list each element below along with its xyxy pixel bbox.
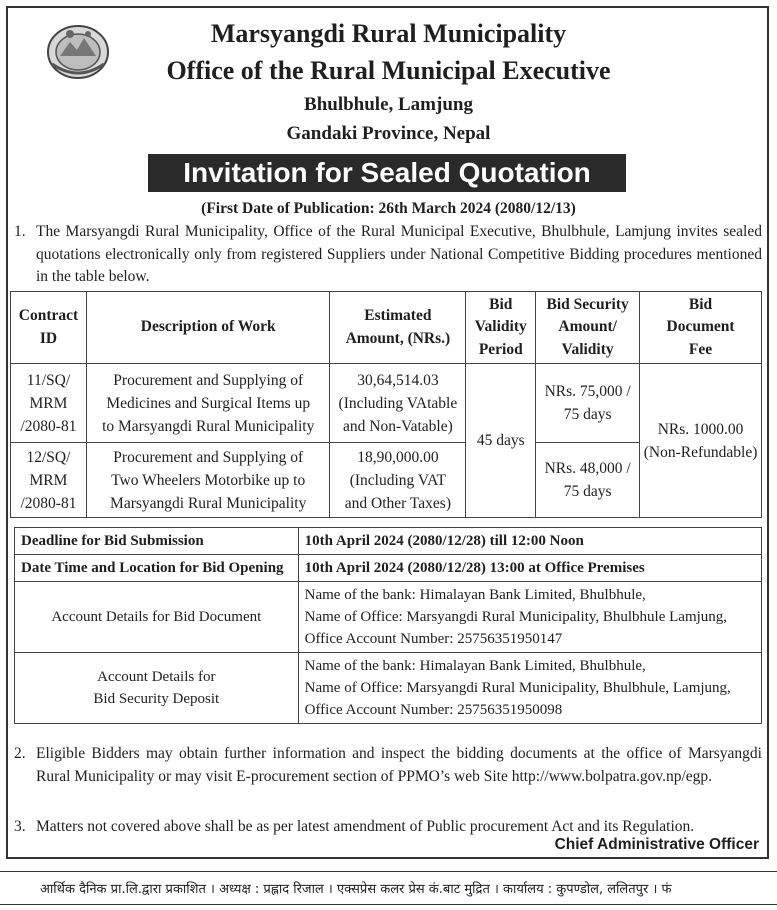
municipality-name: Marsyangdi Rural Municipality: [210, 19, 567, 48]
validity-period-cell: 45 days: [466, 364, 536, 518]
security-cell: NRs. 75,000 / 75 days: [536, 364, 640, 443]
contract-id-cell: 12/SQ/ MRM /2080-81: [11, 443, 87, 518]
publication-date: (First Date of Publication: 26th March 2024 (2080/12/13): [201, 200, 576, 217]
col-document-fee: Bid Document Fee: [640, 292, 762, 364]
paragraph-number: 2.: [14, 745, 26, 762]
office-location: Bhulbhule, Lamjung: [304, 94, 473, 115]
paragraph-text: Eligible Bidders may obtain further information and inspect the bidding documents at the office of Marsyangdi Rural Municipality or may visit E-procurement section of PPMO’s web Site http://www.bolpatra.gov.np/egp.: [36, 745, 762, 785]
amount-cell: 30,64,514.03 (Including VAtable and Non-Vatable): [330, 364, 466, 443]
description-cell: Procurement and Supplying of Medicines and Surgical Items up to Marsyangdi Rural Municipality: [86, 364, 330, 443]
table-header-row: [11, 292, 762, 364]
description-cell: Procurement and Supplying of Two Wheelers Motorbike up to Marsyangdi Rural Municipality: [86, 443, 330, 518]
amount-cell: 18,90,000.00 (Including VAT and Other Taxes): [330, 443, 466, 518]
paragraph-text: The Marsyangdi Rural Municipality, Office of the Rural Municipal Executive, Bhulbhule, Lamjung invites sealed quotations electronically only from registered Suppliers under National Competitive Bidding procedures mentioned in the table below.: [36, 223, 762, 285]
security-cell: NRs. 48,000 / 75 days: [536, 443, 640, 518]
bid-document-account-row: [15, 582, 762, 653]
imprint-divider-bottom: [0, 904, 777, 905]
col-estimated-amount: Estimated Amount, (NRs.): [330, 292, 466, 364]
deadline-value: 10th April 2024 (2080/12/28) till 12:00 Noon: [298, 528, 761, 555]
contracts-table: [10, 291, 762, 518]
paragraph-text: Matters not covered above shall be as per latest amendment of Public procurement Act and its Regulation.: [36, 818, 695, 835]
opening-row: [15, 555, 762, 582]
signatory-title: Chief Administrative Officer: [554, 836, 759, 853]
document-fee-cell: NRs. 1000.00 (Non-Refundable): [640, 364, 762, 518]
bid-document-account-value: Name of the bank: Himalayan Bank Limited, Bhulbhule, Name of Office: Marsyangdi Rural Municipality, Bhulbhule Lamjung, Office Account Number: 25756351950147: [298, 582, 761, 653]
deadline-row: [15, 528, 762, 555]
paragraph-number: 1.: [14, 223, 26, 240]
col-bid-validity: Bid Validity Period: [466, 292, 536, 364]
deadline-label: Deadline for Bid Submission: [15, 528, 299, 555]
publisher-imprint: आर्थिक दैनिक प्रा.लि.द्वारा प्रकाशित । अध्यक्ष : प्रह्लाद रिजाल । एक्सप्रेस कलर प्रेस कं.बाट मुद्रित । कार्यालय : कुपण्डोल, ललितपुर । फं: [40, 882, 672, 897]
contract-id-cell: 11/SQ/ MRM /2080-81: [11, 364, 87, 443]
opening-value: 10th April 2024 (2080/12/28) 13:00 at Office Premises: [298, 555, 761, 582]
paragraph-number: 3.: [14, 818, 26, 835]
col-description: Description of Work: [86, 292, 330, 364]
bid-security-account-row: [15, 653, 762, 724]
imprint-divider-top: [0, 871, 777, 872]
province-country: Gandaki Province, Nepal: [286, 123, 491, 144]
bid-details-table: [14, 527, 762, 724]
notice-title-banner: Invitation for Sealed Quotation: [148, 154, 626, 192]
bid-security-account-label: Account Details for Bid Security Deposit: [15, 653, 299, 724]
bid-document-account-label: Account Details for Bid Document: [15, 582, 299, 653]
col-contract-id: Contract ID: [11, 292, 87, 364]
col-bid-security: Bid Security Amount/ Validity: [536, 292, 640, 364]
paragraph-2: [14, 743, 762, 788]
office-name: Office of the Rural Municipal Executive: [166, 56, 611, 85]
opening-label: Date Time and Location for Bid Opening: [15, 555, 299, 582]
bid-security-account-value: Name of the bank: Himalayan Bank Limited, Bhulbhule, Name of Office: Marsyangdi Rural Municipality, Bhulbhule, Lamjung, Office Account Number: 25756351950098: [298, 653, 761, 724]
paragraph-1: [14, 221, 762, 289]
table-row: [11, 364, 762, 443]
